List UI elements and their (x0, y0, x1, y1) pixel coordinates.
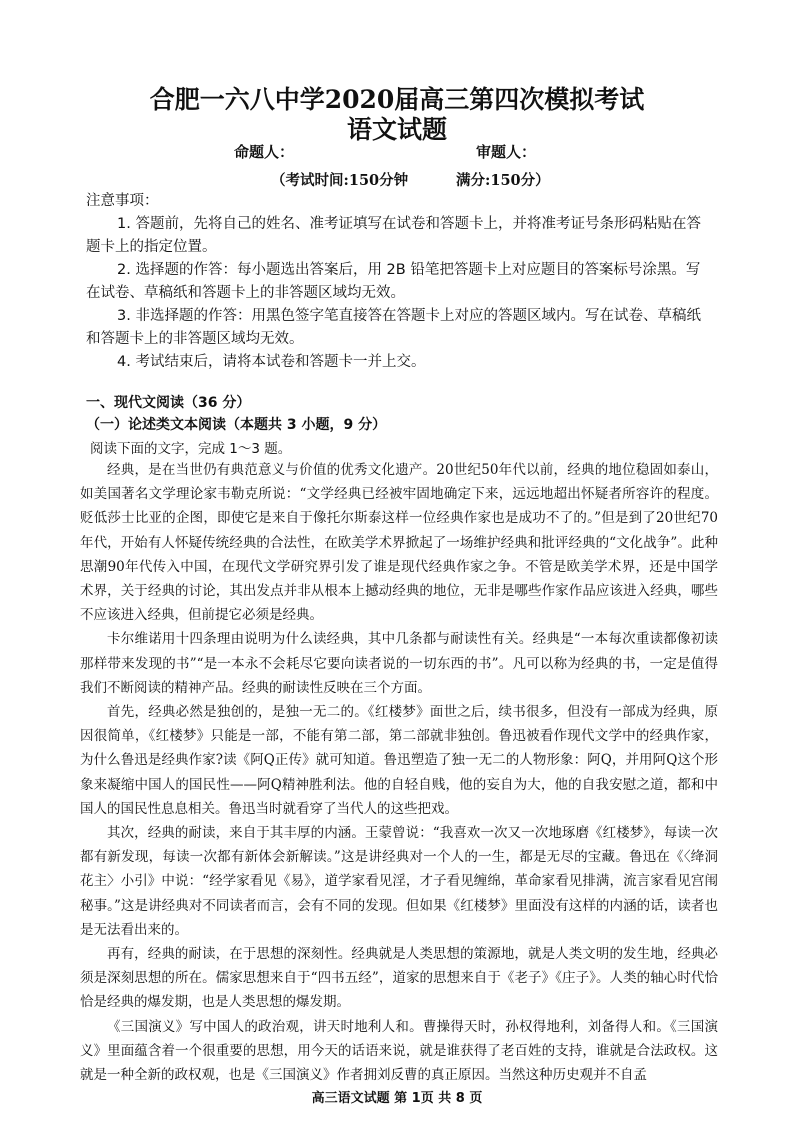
notice-block (86, 190, 711, 374)
reading-passage (80, 458, 718, 1087)
passage-paragraph: 经典，是在当世仍有典范意义与价值的优秀文化遗产。20世纪50年代以前，经典的地位稳固如泰山，如美国著名文学理论家韦勒克所说：“文学经典已经被牢固地确定下来，远远地超出怀疑者所容许的程度。贬低莎士比亚的企图，即使它是来自于像托尔斯泰这样一位经典作家也是成功不了的。”但是到了20世纪70年代，开始有人怀疑传统经典的合法性，在欧美学术界掀起了一场维护经典和批评经典的“文化战争”。此种思潮90年代传入中国，在现代文学研究界引发了谁是现代经典作家之争。不管是欧美学术界，还是中国学术界，关于经典的讨论，其出发点并非从根本上撼动经典的地位，无非是哪些作家作品应该进入经典，哪些不应该进入经典，但前提它必须是经典。 (80, 462, 718, 624)
exam-score: 满分:150分） (456, 172, 550, 189)
exam-time: （考试时间:150分钟 (271, 172, 409, 189)
notice-item: 3. 非选择题的作答：用黑色签字笔直接答在答题卡上对应的答题区域内。写在试卷、草稿纸和答题卡上的非答题区域均无效。 (86, 308, 701, 347)
notice-heading: 注意事项： (86, 193, 159, 209)
notice-item: 4. 考试结束后，请将本试卷和答题卡一并上交。 (117, 354, 426, 370)
subject-title: 语文试题 (346, 115, 447, 144)
reading-instruction: 阅读下面的文字，完成 1～3 题。 (90, 441, 292, 457)
passage-paragraph: 再有，经典的耐读，在于思想的深刻性。经典就是人类思想的策源地，就是人类文明的发生地，经典必须是深刻思想的所在。儒家思想来自于“四书五经”，道家的思想来自于《老子》《庄子》。人类的轴心时代恰恰是经典的爆发期，也是人类思想的爆发期。 (80, 946, 718, 1011)
passage-paragraph: 其次，经典的耐读，来自于其丰厚的内涵。王蒙曾说：“我喜欢一次又一次地琢磨《红楼梦》，每读一次都有新发现，每读一次都有新体会新解读。”这是讲经典对一个人的一生，都是无尽的宝藏。鲁迅在《〈绛洞花主〉小引》中说：“经学家看见《易》，道学家看见淫，才子看见缠绵，革命家看见排满，流言家看见宫闱秘事。”这是讲经典对不同读者而言，会有不同的发现。但如果《红楼梦》里面没有这样的内涵的话，读者也是无法看出来的。 (80, 825, 718, 938)
subsection-heading: （一）论述类文本阅读（本题共 3 小题，9 分） (86, 417, 387, 433)
passage-paragraph: 卡尔维诺用十四条理由说明为什么读经典，其中几条都与耐读性有关。经典是“一本每次重读都像初读那样带来发现的书”“是一本永不会耗尽它要向读者说的一切东西的书”。凡可以称为经典的书，一定是值得我们不断阅读的精神产品。经典的耐读性反映在三个方面。 (80, 631, 718, 696)
section-heading: 一、现代文阅读（36 分） (86, 395, 251, 411)
notice-item: 1. 答题前，先将自己的姓名、准考证填写在试卷和答题卡上，并将准考证号条形码粘贴在答题卡上的指定位置。 (86, 216, 701, 255)
passage-paragraph: 首先，经典必然是独创的，是独一无二的。《红楼梦》面世之后，续书很多，但没有一部成为经典，原因很简单，《红楼梦》只能是一部，不能有第二部，第二部就非独创。鲁迅被看作现代文学中的经典作家，为什么鲁迅是经典作家?读《阿Q正传》就可知道。鲁迅塑造了独一无二的人物形象：阿Q，并用阿Q这个形象来凝缩中国人的国民性——阿Q精神胜利法。他的自轻自贱，他的妄自为大，他的自我安慰之道，都和中国人的国民性息息相关。鲁迅当时就看穿了当代人的这些把戏。 (80, 704, 718, 817)
passage-paragraph: 《三国演义》写中国人的政治观，讲天时地利人和。曹操得天时，孙权得地利，刘备得人和。《三国演义》里面蕴含着一个很重要的思想，用今天的话语来说，就是谁获得了老百姓的支持，谁就是合法政权。这就是一种全新的政权观，也是《三国演义》作者拥刘反曹的真正原因。当然这种历史观并不自孟 (80, 1018, 718, 1084)
notice-item: 2. 选择题的作答：每小题选出答案后，用 2B 铅笔把答题卡上对应题目的答案标号涂黑。写在试卷、草稿纸和答题卡上的非答题区域均无效。 (86, 262, 701, 301)
author-label: 命题人： (234, 143, 295, 161)
page-footer: 高三语文试题 第 1页 共 8 页 (311, 1091, 483, 1106)
reviewer-label: 审题人： (476, 143, 537, 161)
exam-title: 合肥一六八中学2020届高三第四次模拟考试 (149, 85, 645, 114)
